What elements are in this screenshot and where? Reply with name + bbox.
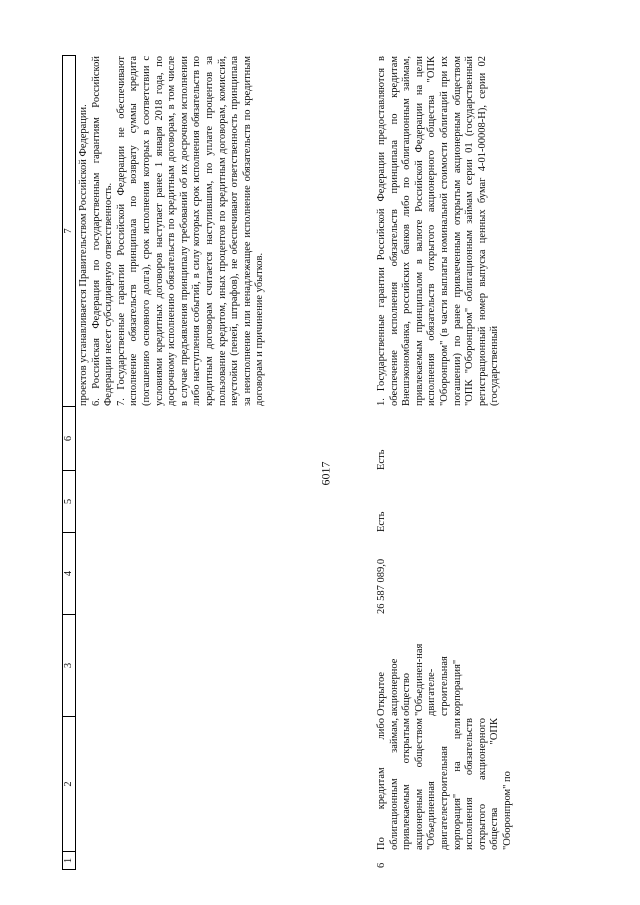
header-col-2: 2 xyxy=(63,716,75,851)
header-col-4: 4 xyxy=(63,532,75,614)
row-amount: 26 587 089,0 xyxy=(376,558,387,614)
header-col-5: 5 xyxy=(63,470,75,532)
header-col-6: 6 xyxy=(63,406,75,470)
row-principal: Открытое акционерное общество "Объединен-ная двигателе-строительная корпорация" xyxy=(376,643,463,716)
cont-line-3: 7. Государственные гарантии Российской Федерации не обеспечивают исполнение обязательств принципала по возврату суммы кредита (погашению основного долга), срок исполнения которых в соответствии с условиями кредитных договоров наступает ранее 1 января 2018 года, по досрочному исполнению обязательств по кредитным договорам, в том числе в случае предъявления принципалу требований об их досрочном исполнении либо наступления событий, в силу которых срок исполнения обязательств по кредитным договорам считается наступившим, по уплате процентов за пользование кредитом, иных процентов по кредитным договорам, комиссий, неустойки (пеней, штрафов), не обеспечивают ответственность принципала за неисполнение или ненадлежащее исполнение обязательств по кредитным договорам и причинение убытков. xyxy=(115,56,266,406)
row-security: Есть xyxy=(376,449,387,470)
continuation-text xyxy=(78,56,267,406)
rotated-table xyxy=(62,55,622,870)
row-regress: Есть xyxy=(376,511,387,532)
row-number: 6 xyxy=(376,862,387,868)
page-number: 6017 xyxy=(318,461,333,486)
table-header-row xyxy=(62,55,76,870)
cont-line-1: проектов устанавливается Правительством Российской Федерации. xyxy=(78,104,89,406)
header-col-3: 3 xyxy=(63,614,75,716)
header-col-1: 1 xyxy=(63,851,75,869)
row-conditions: 1. Государственные гарантии Российской Федерации предоставляются в обеспечение исполнения обязательств принципала по кредитам Внешэкономбанка, российских банков либо по облигационным займам, привлекаемым принципалом в валюте Российской Федерации на цели исполнения обязательств открытого акционерного общества "ОПК "Оборонпром" (в части выплаты номинальной стоимости облигаций при их погашении) по ранее привлеченным открытым акционерным обществом "ОПК "Оборонпром" облигационным займам серии 01 (государственный регистрационный номер выпуска ценных бумаг 4-01-00008-H), серии 02 (государственный xyxy=(376,56,501,406)
cont-line-2: 6. Российская Федерация по государственным гарантиям Российской Федерации несет субсидиарную ответственность. xyxy=(90,56,115,406)
header-col-7: 7 xyxy=(63,228,74,234)
row-purpose: По кредитам либо облигационным займам, привлекаемым открытым акционерным обществом "Объединенная двигателестроительная корпорация" на цели исполнения обязательств открытого акционерного общества "ОПК "Оборонпром" по xyxy=(376,718,513,850)
